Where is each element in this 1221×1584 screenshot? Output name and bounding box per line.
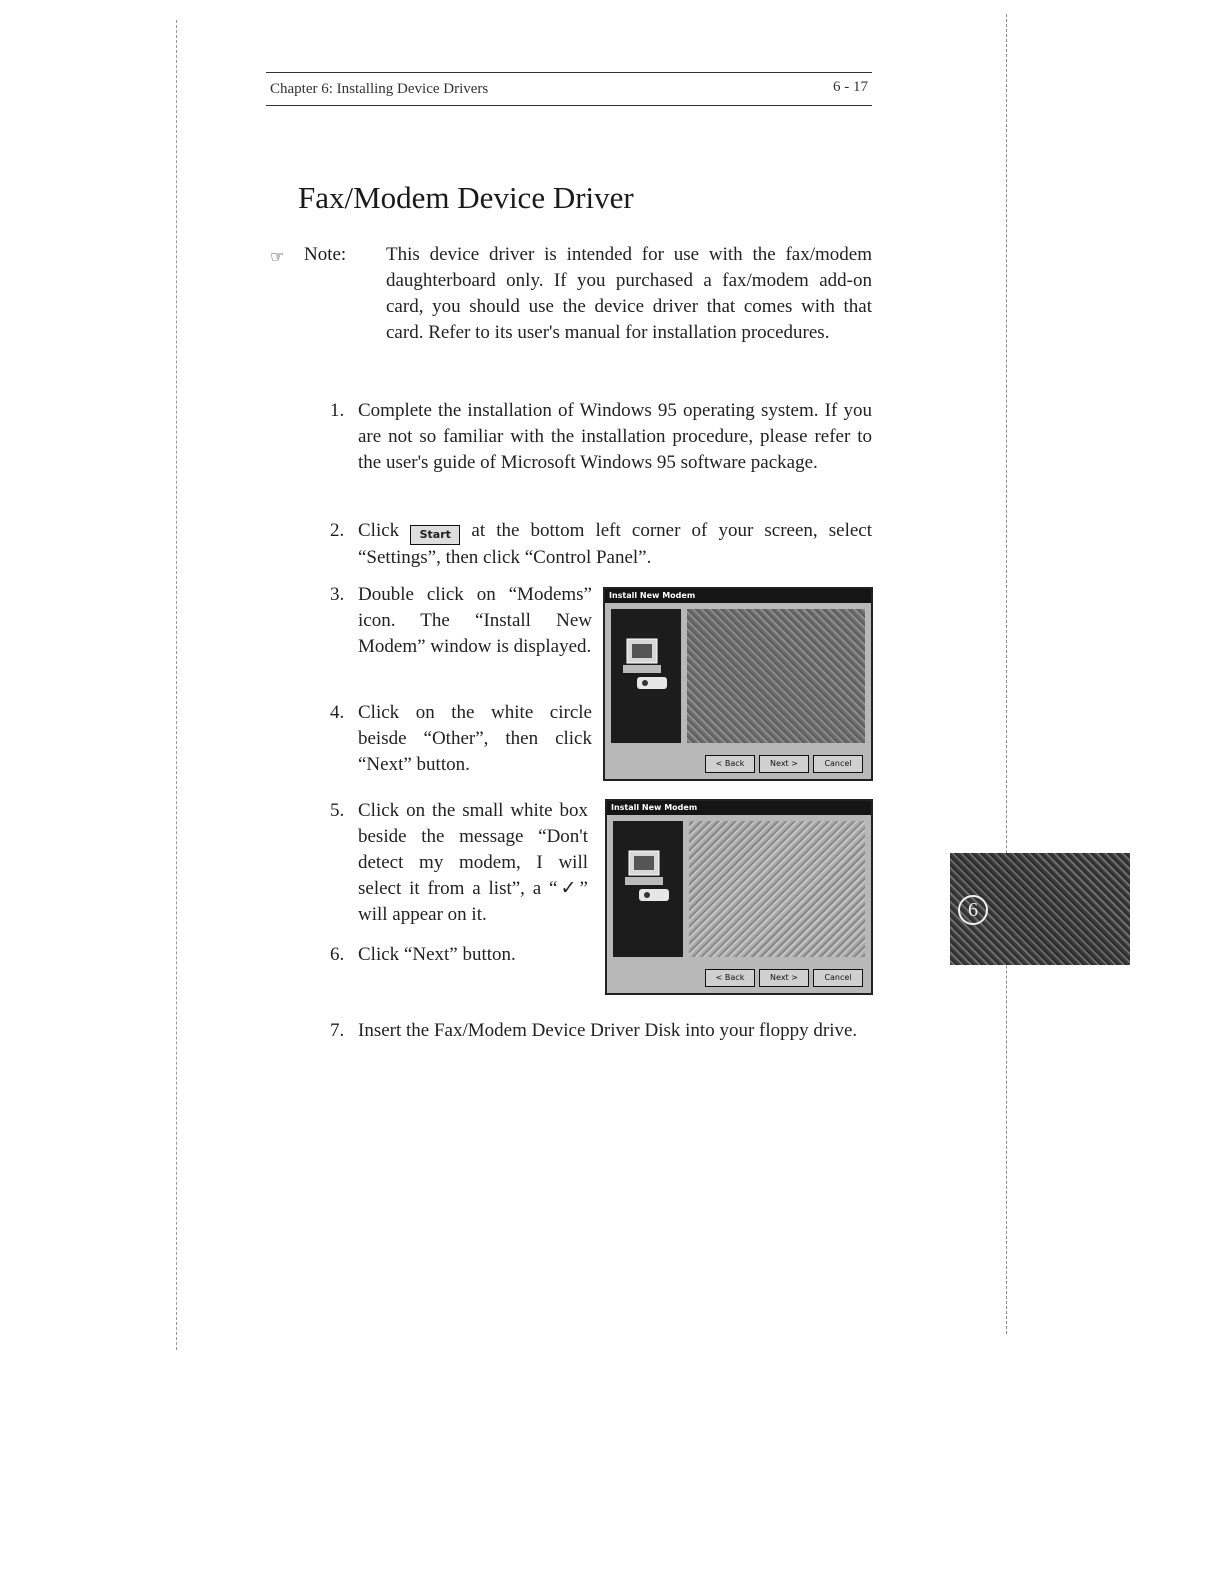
running-header — [266, 72, 872, 106]
step-number: 5. — [330, 800, 345, 821]
step-number: 6. — [330, 944, 345, 965]
step-text: Double click on “Modems” icon. The “Install New Modem” window is displayed. — [358, 584, 592, 657]
wizard-image-panel — [613, 821, 683, 957]
step-number: 7. — [330, 1020, 345, 1041]
install-new-modem-screenshot-2 — [605, 799, 873, 995]
section-title: Fax/Modem Device Driver — [298, 180, 634, 215]
header-chapter: Chapter 6: Installing Device Drivers — [270, 81, 489, 97]
scan-edge-right — [1006, 14, 1007, 1334]
step-number: 3. — [330, 584, 345, 605]
step-number: 4. — [330, 702, 345, 723]
computer-modem-icon — [619, 637, 673, 697]
cancel-button[interactable]: Cancel — [813, 969, 863, 987]
step-text-before: Click — [358, 520, 400, 541]
dialog-title: Install New Modem — [605, 589, 871, 603]
computer-modem-icon — [621, 849, 675, 909]
step-number: 1. — [330, 400, 345, 421]
note-text: This device driver is intended for use with the fax/modem daughterboard only. If you purchased a fax/modem add-on card, you should use the device driver that comes with that card. Refer to its user's manual for installation procedures. — [386, 244, 872, 343]
header-page-number: 6 - 17 — [833, 79, 868, 95]
dialog-content — [687, 609, 865, 743]
next-button[interactable]: Next > — [759, 969, 809, 987]
back-button[interactable]: < Back — [705, 755, 755, 773]
wizard-image-panel — [611, 609, 681, 743]
next-button[interactable]: Next > — [759, 755, 809, 773]
step-text: Click on the white circle beisde “Other”, then click “Next” button. — [358, 702, 592, 775]
chapter-tab-number: 6 — [958, 895, 988, 925]
pointing-hand-icon: ☞ — [270, 247, 285, 266]
step-text-after: at the bottom left corner of your screen, select “Settings”, then click “Control Panel”. — [358, 520, 873, 568]
back-button[interactable]: < Back — [705, 969, 755, 987]
step-number: 2. — [330, 520, 345, 541]
note-label: Note: — [304, 244, 347, 265]
start-button-icon: Start — [410, 525, 460, 545]
dialog-title: Install New Modem — [607, 801, 871, 815]
step-text: Complete the installation of Windows 95 operating system. If you are not so familiar with the installation procedure, please refer to the user's guide of Microsoft Windows 95 software package. — [358, 400, 872, 473]
step-text: Click on the small white box beside the message “Don't detect my modem, I will select it from a list”, a “✓” will appear on it. — [358, 800, 588, 925]
step-text — [358, 518, 872, 571]
step-text: Click “Next” button. — [358, 944, 516, 965]
step-text: Insert the Fax/Modem Device Driver Disk into your floppy drive. — [358, 1020, 858, 1041]
scan-edge-left — [176, 20, 177, 1350]
cancel-button[interactable]: Cancel — [813, 755, 863, 773]
dialog-content — [689, 821, 865, 957]
chapter-thumb-tab — [950, 853, 1130, 965]
install-new-modem-screenshot-1 — [603, 587, 873, 781]
